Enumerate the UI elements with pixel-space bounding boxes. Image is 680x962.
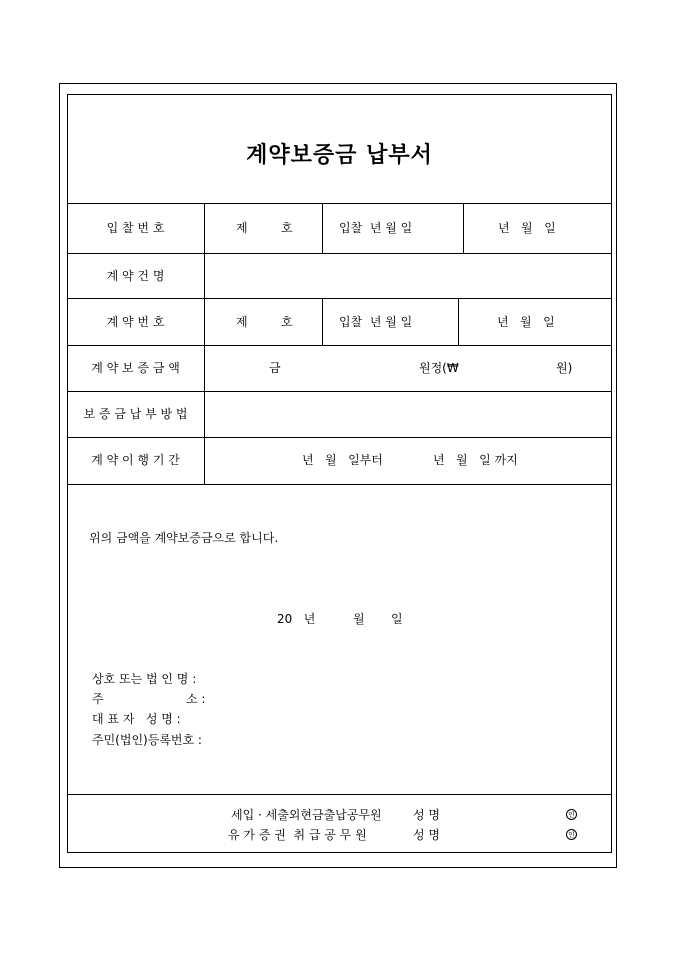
table-line bbox=[67, 253, 612, 254]
period-from[interactable]: 년 월 일부터 bbox=[302, 453, 383, 467]
contract-number-prefix: 제 bbox=[236, 315, 248, 329]
bid-number-suffix: 호 bbox=[281, 221, 293, 235]
company-name-label: 상호 또는 법 인 명 : bbox=[92, 672, 197, 686]
contract-number-suffix: 호 bbox=[281, 315, 293, 329]
column-divider bbox=[322, 298, 323, 345]
table-line bbox=[67, 298, 612, 299]
contract-date-label: 입찰 년 월 일 bbox=[339, 315, 413, 329]
address-label-end: 소 : bbox=[186, 692, 206, 706]
table-line bbox=[67, 437, 612, 438]
bid-number-prefix: 제 bbox=[236, 221, 248, 235]
column-divider bbox=[322, 203, 323, 253]
form-title: 계약보증금 납부서 bbox=[246, 142, 433, 168]
address-label-start: 주 bbox=[92, 692, 104, 706]
table-line bbox=[67, 484, 612, 485]
bid-date-label: 입찰 년 월 일 bbox=[339, 221, 413, 235]
bid-date-value[interactable]: 년 월 일 bbox=[498, 221, 556, 235]
period-label: 계 약 이 행 기 간 bbox=[91, 453, 180, 467]
table-line bbox=[67, 203, 612, 204]
contract-date-value[interactable]: 년 월 일 bbox=[497, 315, 555, 329]
payment-method-label: 보 증 금 납 부 방 법 bbox=[83, 407, 188, 421]
deposit-amount-won-end: 원) bbox=[556, 361, 573, 375]
official-2-title: 유 가 증 권 취 급 공 무 원 bbox=[228, 828, 367, 842]
date-month[interactable]: 월 bbox=[353, 612, 365, 626]
column-divider bbox=[463, 203, 464, 253]
column-divider bbox=[458, 298, 459, 345]
bid-number-label: 입 찰 번 호 bbox=[106, 221, 165, 235]
representative-label: 대 표 자 성 명 : bbox=[92, 712, 181, 726]
statement-text: 위의 금액을 계약보증금으로 합니다. bbox=[89, 531, 279, 545]
label-column-divider bbox=[204, 203, 205, 484]
date-day[interactable]: 일 bbox=[391, 612, 403, 626]
official-2-name-label: 성 명 bbox=[413, 828, 440, 842]
contract-name-label: 계 약 건 명 bbox=[106, 269, 165, 283]
table-line bbox=[67, 345, 612, 346]
seal-icon: 인 bbox=[566, 829, 577, 840]
date-year[interactable]: 20 년 bbox=[277, 612, 316, 626]
registration-number-label: 주민(법인)등록번호 : bbox=[92, 733, 202, 747]
period-to[interactable]: 년 월 일 까지 bbox=[433, 453, 518, 467]
table-line bbox=[67, 794, 612, 795]
seal-icon: 인 bbox=[566, 809, 577, 820]
deposit-amount-won: 원정(₩ bbox=[419, 361, 459, 375]
table-line bbox=[67, 391, 612, 392]
deposit-amount-prefix: 금 bbox=[269, 361, 281, 375]
contract-number-label: 계 약 번 호 bbox=[106, 315, 165, 329]
official-1-title: 세입 · 세출외현금출납공무원 bbox=[231, 808, 382, 822]
deposit-amount-label: 계 약 보 증 금 액 bbox=[91, 361, 180, 375]
official-1-name-label: 성 명 bbox=[413, 808, 440, 822]
